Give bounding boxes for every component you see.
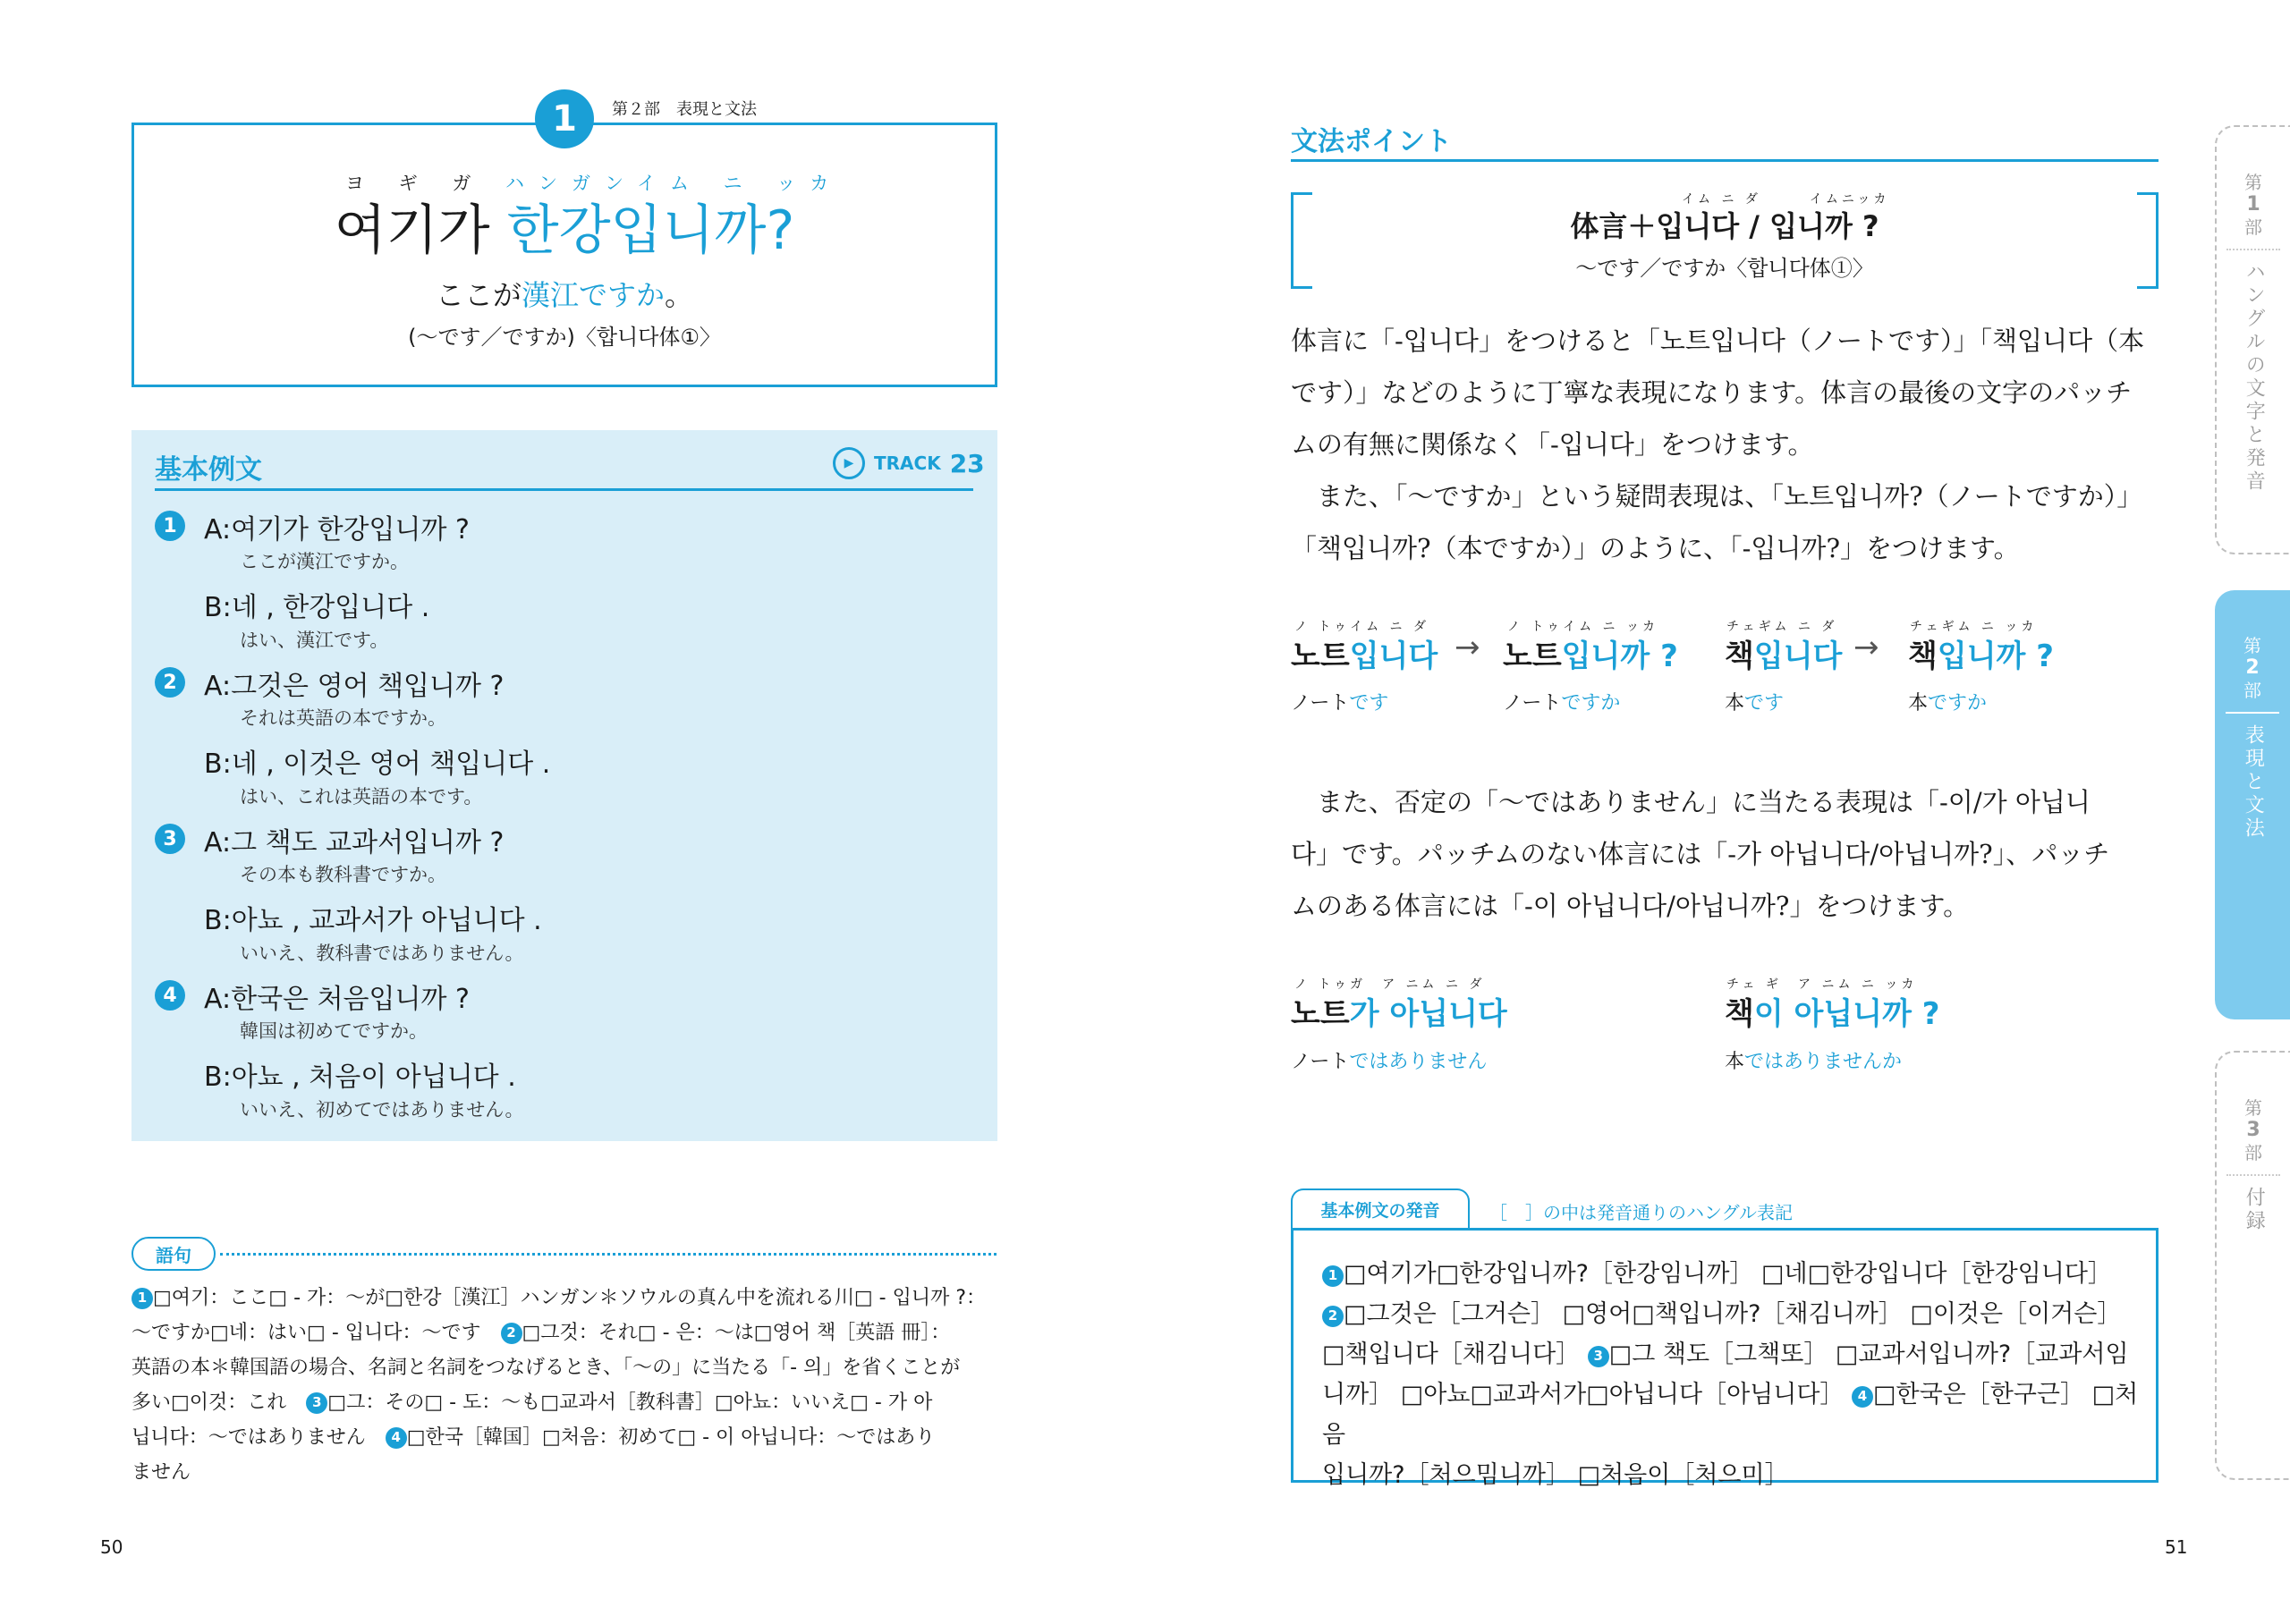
grammar-point-heading: 文法ポイント (1291, 126, 1452, 157)
conjugation-3-jp-b: です (1744, 692, 1785, 715)
page-number-right: 51 (2165, 1536, 2188, 1558)
example-4-b: B:아뇨 , 처음이 아닙니다 . (204, 1062, 516, 1093)
pron-line-4 (1322, 1374, 2145, 1455)
negative-ruby-2: チェ ギ ア ニム ニ ッカ (1726, 977, 1918, 992)
vocab-line-2b-text: □그것：それ□ - 은：〜は□영어 책［英語 冊］： (522, 1322, 951, 1344)
conjugation-2-jp-a: ノート (1503, 692, 1562, 715)
pron-circle-3: 3 (1588, 1346, 1609, 1367)
conjugation-4-ending: 입니까 ? (1937, 639, 2054, 674)
side-tab-3-label-bottom: 部 (2244, 1142, 2262, 1164)
vocab-circle-4: 4 (386, 1427, 407, 1449)
pronunciation-note: ［ ］の中は発音通りのハングル表記 (1489, 1202, 1793, 1223)
vocab-line-5b-text: □한국［韓国］□처음：初めて□ - 이 아닙니다：〜ではあり (406, 1426, 936, 1449)
title-ruby-yogiga: ヨ ギ ガ (345, 173, 486, 194)
formula-ruby: イム ニ ダ イムニッカ (1682, 192, 1890, 207)
example-ruby-2: ノ トゥイム ニ ッカ (1507, 620, 1659, 634)
example-heading: 基本例文 (155, 454, 262, 486)
vocab-dotted-rule (220, 1253, 997, 1256)
example-4-a-translation: 韓国は初めてですか。 (240, 1020, 428, 1042)
para2-line-1: また、否定の「〜ではありません」に当たる表現は「-이/가 아닙니 (1291, 787, 2091, 817)
example-2-b-translation: はい、これは英語の本です。 (240, 786, 483, 808)
pron-line-2 (1322, 1294, 2145, 1334)
track-label: TRACK (874, 453, 941, 474)
side-tab-1-label-bottom: 部 (2244, 216, 2262, 239)
pron-line-3-text: □책입니다［채김니다］ (1322, 1341, 1588, 1368)
vocab-line-4-text: 多い□이것：これ (131, 1391, 307, 1414)
side-tab-2-num: 2 (2245, 656, 2260, 679)
negative-1-ending: 가 아닙니다 (1349, 996, 1507, 1032)
conjugation-2-stem: 노트 (1503, 639, 1562, 674)
conjugation-example-2 (1503, 631, 1678, 675)
pron-line-5: 입니까?［처으밈니까］ □처음이［처으미］ (1322, 1461, 1789, 1489)
conjugation-1-stem: 노트 (1291, 639, 1350, 674)
title-jp-part3: 。 (665, 278, 694, 312)
negative-2-translation (1725, 1046, 1902, 1074)
example-3-a: A:그 책도 교과서입니까 ? (204, 827, 505, 859)
vocab-line-2 (131, 1315, 1004, 1350)
para1-line-5: 「책입니까?（本ですか）」のように、「-입니까?」をつけます。 (1291, 533, 2020, 563)
example-heading-rule (155, 488, 973, 491)
negative-example-2 (1725, 989, 1939, 1033)
title-korean-part2: 한강입니까? (506, 199, 795, 262)
title-grammar-note: (〜です／ですか)〈합니다体①〉 (408, 325, 721, 350)
negative-1-translation (1291, 1046, 1487, 1074)
negative-2-ending: 이 아닙니까 ? (1753, 996, 1940, 1032)
lesson-title (131, 188, 997, 265)
conjugation-3-translation (1725, 688, 1784, 715)
title-jp-part1: ここが (435, 278, 522, 312)
conjugation-2-jp-b: ですか (1561, 692, 1621, 715)
pron-line-4b-text: □한국은［한구근］ □처음 (1322, 1381, 2139, 1449)
side-tab-1-title: ハングルの文字と発音 (2243, 261, 2266, 495)
conjugation-2-ending: 입니까 ? (1561, 639, 1678, 674)
vocab-line-1 (131, 1281, 1004, 1315)
pron-line-3 (1322, 1334, 2145, 1374)
vocab-line-6: ません (131, 1461, 191, 1484)
vocab-line-4b-text: □그：その□ - 도：〜も□교과서［教科書］□아뇨：いいえ□ - 가 아 (327, 1391, 933, 1414)
side-tab-2-label-top: 第 (2243, 635, 2261, 656)
vocab-line-2-text: 〜ですか□네：はい□ - 입니다：〜です (131, 1322, 501, 1344)
example-2-a: A:그것은 영어 책입니까 ? (204, 671, 505, 702)
side-tab-3-num: 3 (2246, 1119, 2260, 1141)
title-ruby-hangang: ハンガンイム ニ ッカ (505, 173, 844, 194)
pronunciation-tab: 基本例文の発音 (1291, 1188, 1470, 1228)
title-jp-part2: 漢江ですか (521, 278, 665, 312)
conjugation-4-jp-b: ですか (1928, 692, 1988, 715)
side-tab-part-2[interactable] (2215, 590, 2290, 1019)
conjugation-1-translation (1291, 688, 1388, 715)
para1-line-2: です）」などのように丁寧な表現になります。体言の最後の文字のパッチ (1291, 377, 2133, 408)
part-label: 第２部 表現と文法 (612, 100, 757, 119)
vocab-line-3: 英語の本＊韓国語の場合、名詞と名詞をつなげるとき、「〜の」に当たる「- 의」を省くことが (131, 1357, 961, 1379)
example-number-1: 1 (155, 511, 185, 541)
vocab-line-5 (131, 1420, 1004, 1455)
pron-line-2-text: □그것은［그거슨］ □영어□책입니까?［채김니까］ □이것은［이거슨］ (1344, 1300, 2122, 1328)
vocab-circle-2: 2 (501, 1323, 522, 1344)
title-korean-part1: 여기가 (334, 199, 507, 262)
conjugation-example-3 (1725, 631, 1842, 675)
negative-2-jp-a: 本 (1725, 1051, 1745, 1073)
vocab-line-5-text: 닙니다：〜ではありません (131, 1426, 386, 1449)
vocab-line-1-text: □여기：ここ□ - 가：〜が□한강［漢江］ハンガン＊ソウルの真ん中を流れる川□ - 입니까 ?： (153, 1287, 987, 1309)
grammar-formula: 体言＋입니다 / 입니까 ? (1570, 209, 1879, 243)
side-tab-part-3[interactable] (2215, 1051, 2290, 1480)
conjugation-3-jp-a: 本 (1725, 692, 1745, 715)
side-tab-3-title: 付録 (2243, 1187, 2266, 1234)
explanation-paragraph-2 (1291, 776, 2160, 932)
title-translation (131, 273, 997, 314)
example-4-a: A:한국은 처음입니까 ? (204, 984, 470, 1015)
negative-1-stem: 노트 (1291, 996, 1350, 1032)
page-number-left: 50 (100, 1536, 123, 1558)
example-4-b-translation: いいえ、初めてではありません。 (240, 1099, 524, 1121)
vocab-circle-1: 1 (131, 1288, 153, 1309)
example-3-a-translation: その本も教科書ですか。 (240, 864, 446, 885)
example-2-b: B:네 , 이것은 영어 책입니다 . (204, 749, 551, 780)
example-ruby-1: ノ トゥイム ニ ダ (1294, 620, 1430, 634)
negative-2-jp-b: ではありませんか (1744, 1051, 1903, 1073)
negative-2-stem: 책 (1725, 996, 1754, 1032)
conjugation-3-stem: 책 (1725, 639, 1754, 674)
pron-line-3b-text: □그 책도［그책또］ □교과서입니까?［교과서임 (1608, 1341, 2129, 1368)
example-2-a-translation: それは英語の本ですか。 (240, 707, 446, 729)
negative-1-jp-b: ではありません (1349, 1051, 1488, 1073)
negative-example-1 (1291, 989, 1507, 1033)
grammar-formula-sub: 〜です／ですか〈합니다体①〉 (1575, 256, 1874, 281)
conjugation-example-4 (1908, 631, 2054, 675)
grammar-heading-rule (1291, 159, 2159, 162)
pron-circle-2: 2 (1322, 1306, 1344, 1327)
vocab-list (131, 1281, 1004, 1490)
lesson-number-badge: 1 (535, 89, 594, 148)
example-number-4: 4 (155, 980, 185, 1011)
example-number-3: 3 (155, 824, 185, 854)
arrow-icon: → (1853, 630, 1879, 665)
conjugation-4-stem: 책 (1908, 639, 1938, 674)
example-ruby-4: チェギム ニ ッカ (1910, 620, 2038, 634)
side-tab-1-num: 1 (2246, 193, 2260, 216)
conjugation-4-jp-a: 本 (1908, 692, 1929, 715)
conjugation-1-jp-b: です (1349, 692, 1389, 715)
pron-circle-4: 4 (1852, 1386, 1873, 1408)
pron-circle-1: 1 (1322, 1265, 1344, 1287)
conjugation-1-ending: 입니다 (1349, 639, 1438, 674)
side-tab-2-title: 表現と文法 (2242, 724, 2265, 842)
pron-line-1 (1322, 1254, 2145, 1294)
para2-line-2: 다」です。パッチムのない体言には「-가 아닙니다/아닙니까?」、パッチ (1291, 839, 2110, 869)
para1-line-4: また、「〜ですか」という疑問表現は、「노트입니까?（ノートですか）」 (1291, 481, 2143, 512)
play-icon[interactable]: ▶ (833, 447, 865, 479)
negative-1-jp-a: ノート (1291, 1051, 1350, 1073)
vocab-line-4 (131, 1385, 1004, 1420)
side-tab-1-label-top: 第 (2244, 172, 2262, 193)
conjugation-4-translation (1908, 688, 1987, 715)
conjugation-example-1 (1291, 631, 1438, 675)
example-1-b: B:네 , 한강입니다 . (204, 592, 430, 623)
para2-line-3: ムのある体言には「-이 아닙니다/아닙니까?」をつけます。 (1291, 891, 1970, 921)
para1-line-3: ムの有無に関係なく「-입니다」をつけます。 (1291, 429, 1814, 460)
vocab-circle-3: 3 (306, 1392, 327, 1414)
conjugation-3-ending: 입니다 (1753, 639, 1843, 674)
conjugation-1-jp-a: ノート (1291, 692, 1350, 715)
conjugation-2-translation (1503, 688, 1620, 715)
side-tab-2-label-bottom: 部 (2243, 680, 2261, 702)
side-tab-3-label-top: 第 (2244, 1097, 2262, 1119)
negative-ruby-1: ノ トゥガ ア ニム ニ ダ (1294, 977, 1486, 992)
pron-line-4-text: 니까］ □아뇨□교과서가□아닙니다［아님니다］ (1322, 1381, 1853, 1408)
pron-line-1-text: □여기가□한강입니까?［한강임니까］ □네□한강입니다［한강임니다］ (1344, 1260, 2112, 1288)
para1-line-1: 体言に「-입니다」をつけると「노트입니다（ノートです）」「책입니다（本 (1291, 326, 2145, 356)
pronunciation-list (1322, 1254, 2145, 1495)
side-tab-part-1[interactable] (2215, 125, 2290, 554)
track-number: 23 (949, 448, 985, 478)
example-3-b: B:아뇨 , 교과서가 아닙니다 . (204, 905, 542, 936)
example-ruby-3: チェギム ニ ダ (1726, 620, 1838, 634)
example-1-a-translation: ここが漢江ですか。 (240, 551, 409, 572)
vocab-badge: 語句 (131, 1237, 216, 1271)
example-number-2: 2 (155, 667, 185, 698)
example-1-b-translation: はい、漢江です。 (240, 630, 389, 651)
arrow-icon: → (1455, 630, 1480, 665)
explanation-paragraph-1 (1291, 315, 2160, 574)
example-3-b-translation: いいえ、教科書ではありません。 (240, 943, 524, 964)
example-1-a: A:여기가 한강입니까 ? (204, 514, 470, 546)
audio-track[interactable] (833, 447, 985, 479)
